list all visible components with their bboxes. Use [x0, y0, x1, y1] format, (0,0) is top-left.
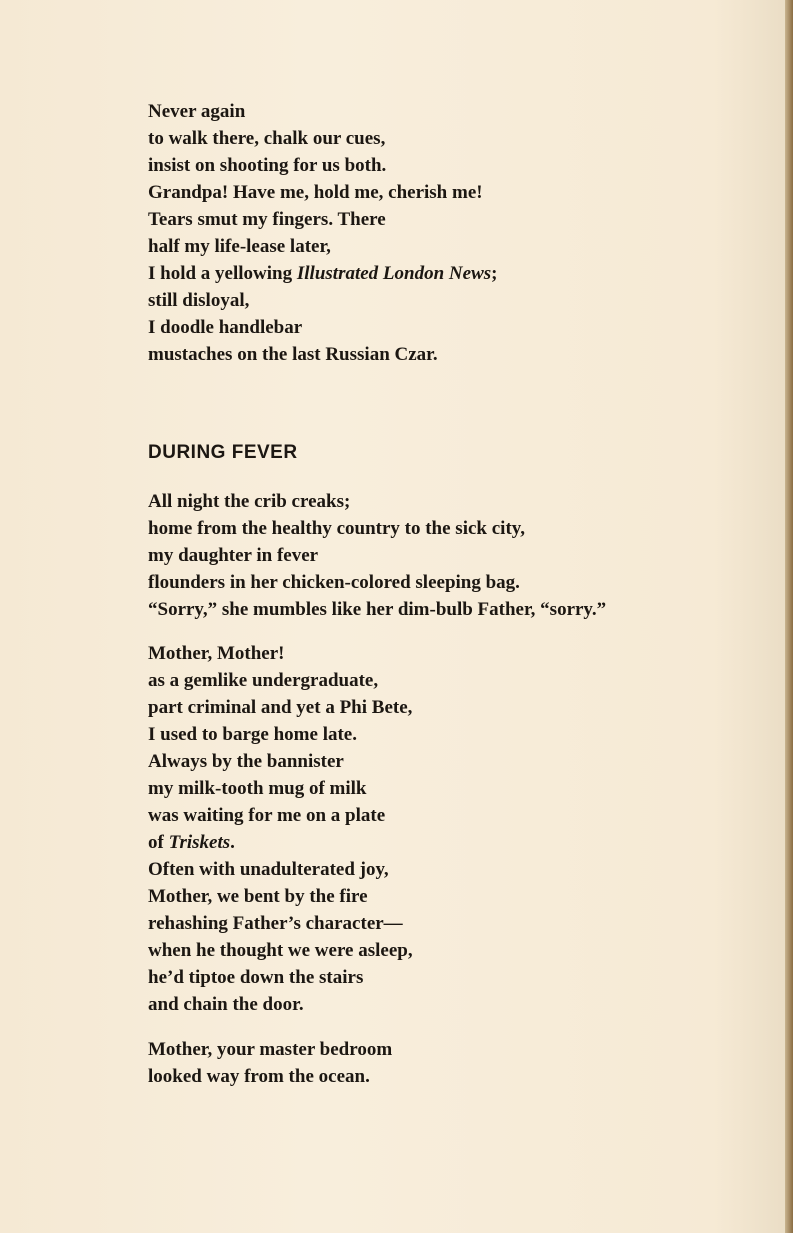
poem-line: rehashing Father’s character— — [148, 913, 403, 934]
stanza-4 — [148, 1036, 392, 1090]
poem-line: Mother, your master bedroom — [148, 1039, 393, 1060]
poem-line: Grandpa! Have me, hold me, cherish me! — [148, 182, 483, 203]
italic-title: Illustrated London News — [296, 263, 492, 284]
poem-line: to walk there, chalk our cues, — [148, 128, 386, 149]
punctuation: . — [230, 832, 235, 853]
poem-line: and chain the door. — [148, 994, 304, 1015]
poem-line: as a gemlike undergraduate, — [148, 670, 379, 691]
poem-line: I doodle handlebar — [148, 317, 303, 338]
page-spine-edge — [785, 0, 793, 1233]
stanza-2 — [148, 488, 606, 623]
poem-line: part criminal and yet a Phi Bete, — [148, 697, 413, 718]
poem-line: I used to barge home late. — [148, 724, 357, 745]
poem-line — [148, 260, 497, 287]
poem-line: “Sorry,” she mumbles like her dim-bulb Father, “sorry.” — [148, 599, 607, 620]
poem-line: Never again — [148, 101, 246, 122]
poem-line: he’d tiptoe down the stairs — [148, 967, 364, 988]
poem-line: my daughter in fever — [148, 545, 319, 566]
poem-line: home from the healthy country to the sick city, — [148, 518, 525, 539]
poem-line: Mother, we bent by the fire — [148, 886, 368, 907]
poem-line — [148, 829, 413, 856]
poem-line: All night the crib creaks; — [148, 491, 351, 512]
poem-line: was waiting for me on a plate — [148, 805, 386, 826]
stanza-3 — [148, 640, 413, 1018]
stanza-1 — [148, 98, 497, 368]
poem-line: when he thought we were asleep, — [148, 940, 413, 961]
poem-line-text: I hold a yellowing — [148, 263, 297, 284]
italic-word: Triskets — [168, 832, 231, 853]
poem-line: mustaches on the last Russian Czar. — [148, 344, 438, 365]
poem-line: looked way from the ocean. — [148, 1066, 370, 1087]
section-title: DURING FEVER — [148, 442, 298, 463]
poem-line: Tears smut my fingers. There — [148, 209, 386, 230]
poem-line: flounders in her chicken-colored sleeping bag. — [148, 572, 520, 593]
poem-line: insist on shooting for us both. — [148, 155, 387, 176]
poem-line: still disloyal, — [148, 290, 250, 311]
poem-line: my milk-tooth mug of milk — [148, 778, 367, 799]
poem-line: Often with unadulterated joy, — [148, 859, 389, 880]
poem-line-text: of — [148, 832, 169, 853]
poem-line: half my life-lease later, — [148, 236, 331, 257]
punctuation: ; — [491, 263, 498, 284]
poem-line: Always by the bannister — [148, 751, 344, 772]
poem-line: Mother, Mother! — [148, 643, 285, 664]
